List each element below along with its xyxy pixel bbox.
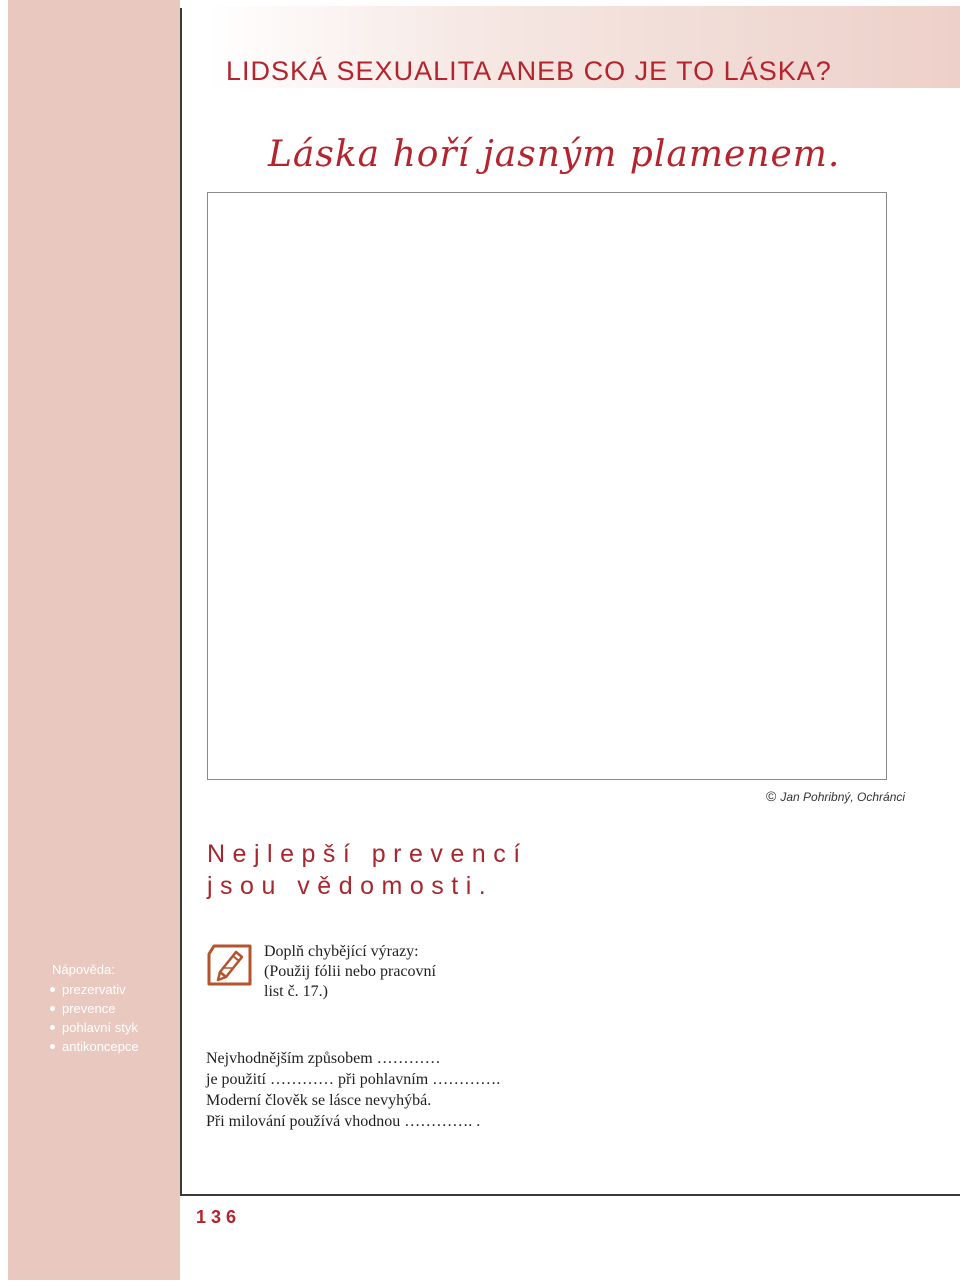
copyright-symbol: © [766,788,777,804]
page-title: LIDSKÁ SEXUALITA ANEB CO JE TO LÁSKA? [226,56,832,86]
vertical-rule [180,8,182,1196]
fill-in-exercise [206,1048,500,1132]
task-line-2: (Použij fólii nebo pracovní [264,963,436,980]
bottom-rule [180,1194,960,1196]
hint-list [50,980,139,1056]
hint-item: antikoncepce [50,1037,139,1056]
script-subtitle: Láska hoří jasným plamenem. [268,134,841,175]
task-line-1: Doplň chybějící výrazy: [264,943,419,960]
hint-item: prezervativ [50,980,139,999]
exercise-line: Moderní člověk se lásce nevyhýbá. [206,1092,432,1109]
hint-item: pohlavní styk [50,1018,139,1037]
task-instructions [264,942,436,1002]
exercise-line: Nejvhodnějším způsobem ………… [206,1050,441,1067]
exercise-line: Při milování používá vhodnou …………. . [206,1113,481,1130]
motto [207,838,528,902]
motto-line-2: jsou vědomosti. [207,872,494,900]
hint-item: prevence [50,999,139,1018]
image-frame [207,192,887,780]
credit-text: Jan Pohribný, Ochránci [780,790,906,804]
image-credit [766,788,905,804]
hint-title: Nápověda: [52,962,115,977]
sidebar-band [8,0,180,1280]
exercise-line: je použití ………… při pohlavním …………. [206,1071,501,1088]
motto-line-1: Nejlepší prevencí [207,840,528,868]
pencil-icon [206,942,256,988]
hint-box [50,960,139,1056]
page-number: 136 [196,1207,242,1227]
task-line-3: list č. 17.) [264,983,328,1000]
